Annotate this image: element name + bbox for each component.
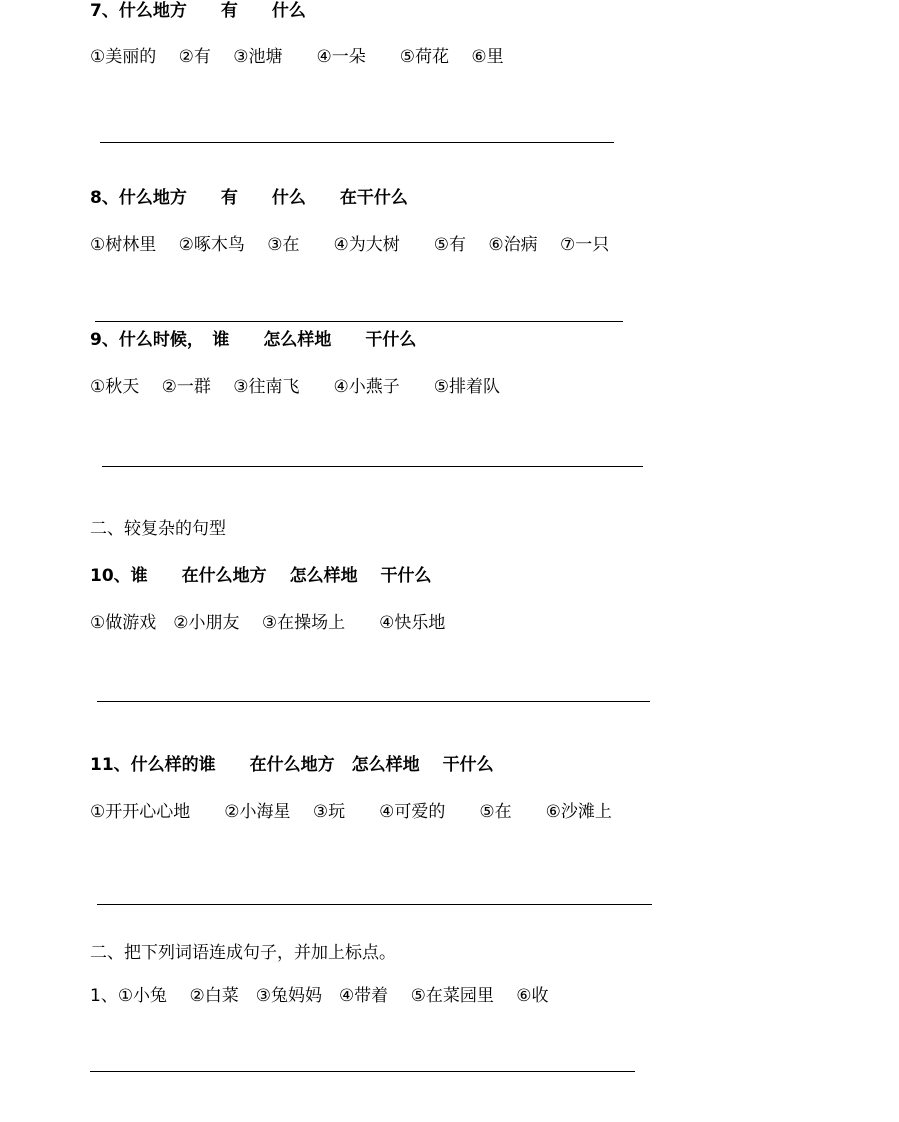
question-10-heading: 10、谁 在什么地方 怎么样地 干什么: [90, 566, 432, 586]
question-9-heading: 9、什么时候， 谁 怎么样地 干什么: [90, 330, 417, 350]
question-11-words: ①开开心心地 ②小海星 ③玩 ④可爱的 ⑤在 ⑥沙滩上: [90, 802, 612, 822]
question-10-answer-line: [97, 701, 650, 702]
question-11-heading: 11、什么样的谁 在什么地方 怎么样地 干什么: [90, 755, 494, 775]
question-9-answer-line: [102, 466, 643, 467]
question-7-words: ①美丽的 ②有 ③池塘 ④一朵 ⑤荷花 ⑥里: [90, 47, 504, 67]
question-9-words: ①秋天 ②一群 ③往南飞 ④小燕子 ⑤排着队: [90, 377, 501, 397]
exercise-1-answer-line: [90, 1071, 635, 1072]
question-8-heading: 8、什么地方 有 什么 在干什么: [90, 188, 408, 208]
section-2-title: 二、较复杂的句型: [90, 519, 226, 539]
question-7-heading: 7、什么地方 有 什么: [90, 1, 306, 21]
section-3-title: 二、把下列词语连成句子，并加上标点。: [90, 943, 396, 963]
question-11-answer-line: [97, 904, 652, 905]
question-8-words: ①树林里 ②啄木鸟 ③在 ④为大树 ⑤有 ⑥治病 ⑦一只: [90, 235, 610, 255]
question-8-answer-line: [95, 321, 623, 322]
question-7-answer-line: [100, 142, 614, 143]
exercise-1-words: 1、①小兔 ②白菜 ③兔妈妈 ④带着 ⑤在菜园里 ⑥收: [90, 986, 549, 1006]
question-10-words: ①做游戏 ②小朋友 ③在操场上 ④快乐地: [90, 613, 446, 633]
